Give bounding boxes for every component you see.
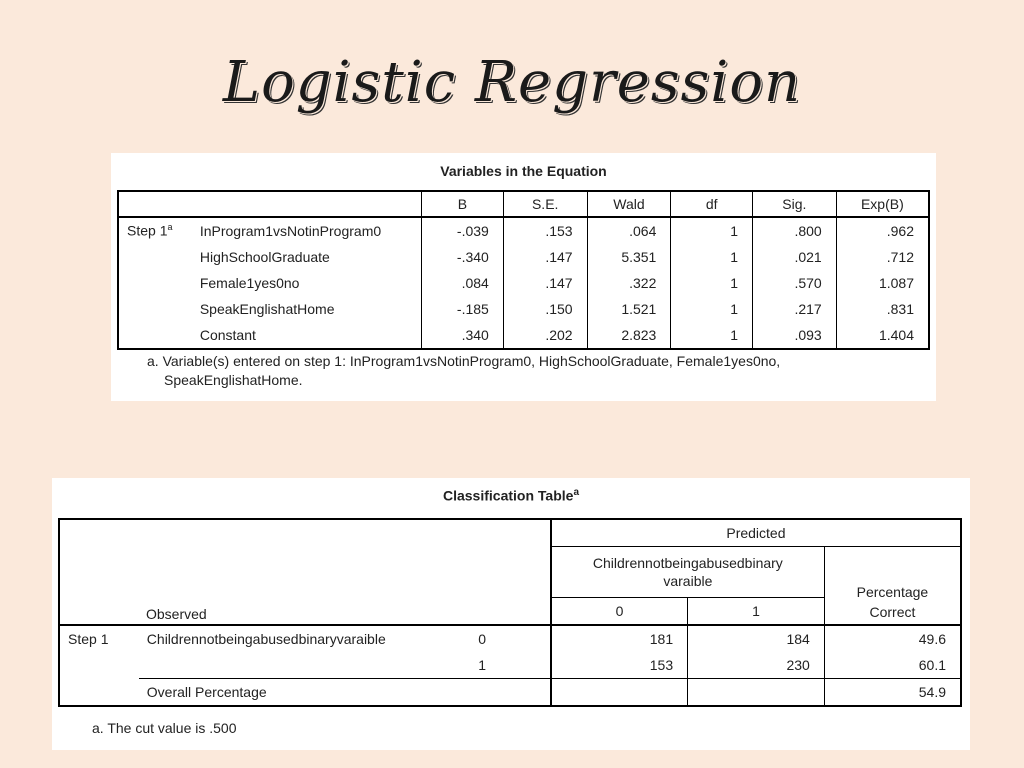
cell-overall-pct: 54.9 — [824, 679, 961, 707]
step-label: Step 1 — [68, 631, 109, 647]
cell-pct: 60.1 — [824, 652, 961, 679]
cell-sig: .570 — [752, 270, 836, 296]
cell-wald: 2.823 — [587, 322, 671, 349]
cell-expb: .962 — [836, 217, 929, 244]
cell-se: .147 — [503, 270, 587, 296]
table-row — [118, 296, 929, 322]
cell-wald: 5.351 — [587, 244, 671, 270]
cell-wald: 1.521 — [587, 296, 671, 322]
variables-table — [117, 190, 930, 350]
table-row — [59, 679, 961, 707]
cell-pred0: 153 — [551, 652, 688, 679]
cell-b: -.185 — [422, 296, 504, 322]
cell-sig: .093 — [752, 322, 836, 349]
header-b: B — [422, 191, 504, 217]
cell-se: .202 — [503, 322, 587, 349]
table-row — [59, 652, 961, 679]
cell-expb: 1.087 — [836, 270, 929, 296]
cell-b: .084 — [422, 270, 504, 296]
cell-sig: .021 — [752, 244, 836, 270]
table-row — [118, 244, 929, 270]
percentage-correct-label: Percentage Correct — [824, 547, 961, 626]
header-sig: Sig. — [752, 191, 836, 217]
cell-b: -.039 — [422, 217, 504, 244]
variables-header-row — [118, 191, 929, 217]
variable-name: Childrennotbeingabusedbinaryvaraible — [146, 631, 386, 647]
cell-df: 1 — [671, 217, 753, 244]
footnote-line: a. Variable(s) entered on step 1: InProgram1vsNotinProgram0, HighSchoolGraduate, Female1yes0no, — [147, 353, 781, 369]
classification-footnote: a. The cut value is .500 — [92, 720, 237, 736]
cell-pred1: 184 — [688, 625, 825, 652]
classification-table-caption: Classification Table$^a$ — [442, 487, 579, 504]
category-label: 0 — [478, 631, 487, 647]
table-row — [118, 270, 929, 296]
cell-se: .153 — [503, 217, 587, 244]
category-label: 1 — [478, 657, 487, 673]
table-row — [118, 217, 929, 244]
cell-b: -.340 — [422, 244, 504, 270]
cell-wald: .322 — [587, 270, 671, 296]
cell-se: .147 — [503, 244, 587, 270]
cell-sig: .800 — [752, 217, 836, 244]
cell-pred0: 181 — [551, 625, 688, 652]
classification-table — [58, 518, 962, 707]
predicted-col-0: 0 — [551, 598, 688, 626]
header-df: df — [671, 191, 753, 217]
predicted-label: Predicted — [551, 519, 961, 547]
footnote-line: SpeakEnglishatHome. — [164, 372, 303, 388]
predicted-header-row — [59, 519, 961, 547]
variables-footnote — [147, 352, 780, 390]
overall-label: Overall Percentage — [139, 679, 551, 707]
cell-pct: 49.6 — [824, 625, 961, 652]
step-label: Step 1$^a$ — [127, 222, 173, 239]
header-se: S.E. — [503, 191, 587, 217]
cell-pred1: 230 — [688, 652, 825, 679]
cell-expb: 1.404 — [836, 322, 929, 349]
predicted-col-1: 1 — [688, 598, 825, 626]
cell-expb: .831 — [836, 296, 929, 322]
classification-table-panel — [52, 478, 970, 750]
variables-table-panel — [111, 153, 936, 401]
variable-name: Female1yes0no — [199, 275, 300, 291]
cell-expb: .712 — [836, 244, 929, 270]
variable-name: HighSchoolGraduate — [199, 249, 330, 265]
cell-df: 1 — [671, 296, 753, 322]
cell-b: .340 — [422, 322, 504, 349]
cell-wald: .064 — [587, 217, 671, 244]
cell-sig: .217 — [752, 296, 836, 322]
header-wald: Wald — [587, 191, 671, 217]
cell-se: .150 — [503, 296, 587, 322]
variables-table-caption: Variables in the Equation — [440, 163, 607, 179]
observed-label: Observed — [59, 519, 551, 625]
cell-df: 1 — [671, 322, 753, 349]
cell-df: 1 — [671, 270, 753, 296]
table-row — [118, 322, 929, 349]
table-row — [59, 625, 961, 652]
variable-name: InProgram1vsNotinProgram0 — [199, 223, 382, 239]
variable-name: Constant — [199, 327, 256, 343]
header-expb: Exp(B) — [836, 191, 929, 217]
dv-label: Childrennotbeingabusedbinary varaible — [551, 547, 824, 598]
variable-name: SpeakEnglishatHome — [199, 301, 335, 317]
cell-df: 1 — [671, 244, 753, 270]
slide-title: Logistic Regression — [222, 50, 802, 115]
